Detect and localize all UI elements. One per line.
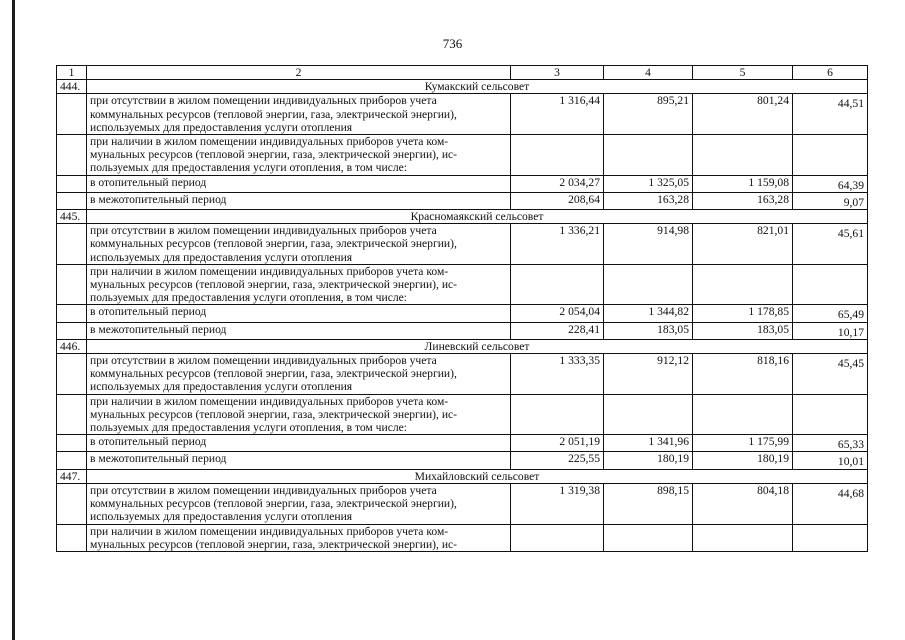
description-line: используемых для предоставления услуги отопления bbox=[90, 510, 353, 524]
description-line: пользуемых для предоставления услуги отопления, в том числе: bbox=[90, 421, 407, 435]
value-cell: 898,15 bbox=[604, 483, 693, 524]
description-line: используемых для предоставления услуги отопления bbox=[90, 250, 353, 264]
section-header-row bbox=[57, 339, 868, 353]
value-cell: 914,98 bbox=[604, 224, 693, 265]
page-number: 736 bbox=[442, 36, 463, 51]
table-row bbox=[57, 524, 868, 551]
value-cell: 2 051,19 bbox=[511, 435, 604, 452]
value-cell: 804,18 bbox=[693, 483, 793, 524]
empty-cell bbox=[57, 354, 87, 395]
value-cell: 1 316,44 bbox=[511, 94, 604, 135]
description-line: пользуемых для предоставления услуги отопления, в том числе: bbox=[90, 291, 407, 305]
section-number: 445. bbox=[57, 210, 87, 224]
value-cell: 10,01 bbox=[793, 452, 868, 469]
table-row bbox=[57, 435, 868, 452]
section-number: 444. bbox=[57, 80, 87, 94]
description-line: при наличии в жилом помещении индивидуальных приборов учета ком- bbox=[90, 394, 449, 408]
value-cell: 1 325,05 bbox=[604, 175, 693, 192]
table-row bbox=[57, 175, 868, 192]
value-cell: 44,51 bbox=[793, 94, 868, 135]
empty-cell bbox=[793, 264, 868, 305]
table-row bbox=[57, 483, 868, 524]
row-description bbox=[87, 94, 511, 135]
period-label: в отопительный период bbox=[87, 175, 511, 192]
description-line: при отсутствии в жилом помещении индивидуальных приборов учета bbox=[90, 224, 437, 238]
value-cell: 9,07 bbox=[793, 192, 868, 209]
value-cell: 208,64 bbox=[511, 192, 604, 209]
description-line: используемых для предоставления услуги отопления bbox=[90, 380, 353, 394]
section-title: Красномаякский сельсовет bbox=[87, 210, 868, 224]
value-cell: 180,19 bbox=[693, 452, 793, 469]
row-description bbox=[87, 524, 511, 551]
empty-cell bbox=[511, 264, 604, 305]
description-line: при отсутствии в жилом помещении индивидуальных приборов учета bbox=[90, 94, 437, 108]
description-line: при наличии в жилом помещении индивидуальных приборов учета ком- bbox=[90, 264, 449, 278]
empty-cell bbox=[57, 483, 87, 524]
description-line: коммунальных ресурсов (тепловой энергии, газа, электрической энергии), bbox=[90, 107, 457, 121]
section-title: Линевский сельсовет bbox=[87, 339, 868, 353]
table-row bbox=[57, 224, 868, 265]
period-label: в межотопительный период bbox=[87, 452, 511, 469]
value-cell: 1 336,21 bbox=[511, 224, 604, 265]
period-label: в отопительный период bbox=[87, 305, 511, 322]
empty-cell bbox=[693, 135, 793, 176]
row-description bbox=[87, 135, 511, 176]
value-cell: 183,05 bbox=[693, 322, 793, 339]
empty-cell bbox=[511, 524, 604, 551]
value-cell: 183,05 bbox=[604, 322, 693, 339]
empty-cell bbox=[604, 394, 693, 435]
description-line: при отсутствии в жилом помещении индивидуальных приборов учета bbox=[90, 354, 437, 368]
description-line: мунальных ресурсов (тепловой энергии, газа, электрической энергии), ис- bbox=[90, 407, 458, 421]
value-cell: 228,41 bbox=[511, 322, 604, 339]
value-cell: 180,19 bbox=[604, 452, 693, 469]
value-cell: 45,45 bbox=[793, 354, 868, 395]
empty-cell bbox=[511, 135, 604, 176]
table-row bbox=[57, 135, 868, 176]
table-row bbox=[57, 264, 868, 305]
value-cell: 2 034,27 bbox=[511, 175, 604, 192]
table-row bbox=[57, 394, 868, 435]
empty-cell bbox=[57, 305, 87, 322]
scan-edge-bar bbox=[12, 0, 15, 640]
value-cell: 818,16 bbox=[693, 354, 793, 395]
description-line: используемых для предоставления услуги отопления bbox=[90, 120, 353, 134]
value-cell: 163,28 bbox=[693, 192, 793, 209]
section-title: Михайловский сельсовет bbox=[87, 469, 868, 483]
empty-cell bbox=[57, 192, 87, 209]
value-cell: 1 341,96 bbox=[604, 435, 693, 452]
row-description bbox=[87, 483, 511, 524]
section-header-row bbox=[57, 80, 868, 94]
section-header-row bbox=[57, 469, 868, 483]
description-line: коммунальных ресурсов (тепловой энергии, газа, электрической энергии), bbox=[90, 237, 457, 251]
description-line: при отсутствии в жилом помещении индивидуальных приборов учета bbox=[90, 483, 437, 497]
description-line: коммунальных ресурсов (тепловой энергии, газа, электрической энергии), bbox=[90, 497, 457, 511]
value-cell: 1 319,38 bbox=[511, 483, 604, 524]
column-number: 1 bbox=[57, 66, 87, 80]
value-cell: 1 333,35 bbox=[511, 354, 604, 395]
description-line: мунальных ресурсов (тепловой энергии, газа, электрической энергии), ис- bbox=[90, 148, 458, 162]
empty-cell bbox=[693, 394, 793, 435]
value-cell: 163,28 bbox=[604, 192, 693, 209]
empty-cell bbox=[57, 524, 87, 551]
period-label: в отопительный период bbox=[87, 435, 511, 452]
empty-cell bbox=[793, 394, 868, 435]
value-cell: 65,33 bbox=[793, 435, 868, 452]
value-cell: 801,24 bbox=[693, 94, 793, 135]
column-number: 4 bbox=[604, 66, 693, 80]
column-number: 5 bbox=[693, 66, 793, 80]
row-description bbox=[87, 224, 511, 265]
description-line: мунальных ресурсов (тепловой энергии, газа, электрической энергии), ис- bbox=[90, 278, 458, 292]
empty-cell bbox=[693, 264, 793, 305]
value-cell: 2 054,04 bbox=[511, 305, 604, 322]
section-number: 447. bbox=[57, 469, 87, 483]
empty-cell bbox=[793, 135, 868, 176]
value-cell: 1 178,85 bbox=[693, 305, 793, 322]
table-row bbox=[57, 305, 868, 322]
value-cell: 912,12 bbox=[604, 354, 693, 395]
row-description bbox=[87, 354, 511, 395]
value-cell: 10,17 bbox=[793, 322, 868, 339]
empty-cell bbox=[57, 175, 87, 192]
description-line: коммунальных ресурсов (тепловой энергии, газа, электрической энергии), bbox=[90, 367, 457, 381]
empty-cell bbox=[604, 524, 693, 551]
row-description bbox=[87, 264, 511, 305]
value-cell: 821,01 bbox=[693, 224, 793, 265]
column-number: 6 bbox=[793, 66, 868, 80]
table-row bbox=[57, 192, 868, 209]
value-cell: 64,39 bbox=[793, 175, 868, 192]
empty-cell bbox=[604, 264, 693, 305]
value-cell: 895,21 bbox=[604, 94, 693, 135]
row-description bbox=[87, 394, 511, 435]
table-row bbox=[57, 452, 868, 469]
period-label: в межотопительный период bbox=[87, 322, 511, 339]
description-line: при наличии в жилом помещении индивидуальных приборов учета ком- bbox=[90, 524, 449, 538]
empty-cell bbox=[57, 435, 87, 452]
value-cell: 225,55 bbox=[511, 452, 604, 469]
empty-cell bbox=[793, 524, 868, 551]
value-cell: 44,68 bbox=[793, 483, 868, 524]
empty-cell bbox=[57, 452, 87, 469]
column-number-row bbox=[57, 66, 868, 80]
empty-cell bbox=[511, 394, 604, 435]
section-title: Кумакский сельсовет bbox=[87, 80, 868, 94]
empty-cell bbox=[57, 135, 87, 176]
description-line: пользуемых для предоставления услуги отопления, в том числе: bbox=[90, 161, 407, 175]
section-number: 446. bbox=[57, 339, 87, 353]
column-number: 2 bbox=[87, 66, 511, 80]
empty-cell bbox=[693, 524, 793, 551]
tariff-table bbox=[56, 65, 868, 552]
section-header-row bbox=[57, 210, 868, 224]
value-cell: 1 175,99 bbox=[693, 435, 793, 452]
empty-cell bbox=[57, 322, 87, 339]
empty-cell bbox=[57, 394, 87, 435]
empty-cell bbox=[57, 264, 87, 305]
column-number: 3 bbox=[511, 66, 604, 80]
empty-cell bbox=[604, 135, 693, 176]
empty-cell bbox=[57, 224, 87, 265]
period-label: в межотопительный период bbox=[87, 192, 511, 209]
value-cell: 1 344,82 bbox=[604, 305, 693, 322]
table-row bbox=[57, 94, 868, 135]
value-cell: 1 159,08 bbox=[693, 175, 793, 192]
description-line: мунальных ресурсов (тепловой энергии, газа, электрической энергии), ис- bbox=[90, 537, 458, 551]
empty-cell bbox=[57, 94, 87, 135]
value-cell: 65,49 bbox=[793, 305, 868, 322]
description-line: при наличии в жилом помещении индивидуальных приборов учета ком- bbox=[90, 135, 449, 149]
table-row bbox=[57, 322, 868, 339]
value-cell: 45,61 bbox=[793, 224, 868, 265]
table-row bbox=[57, 354, 868, 395]
